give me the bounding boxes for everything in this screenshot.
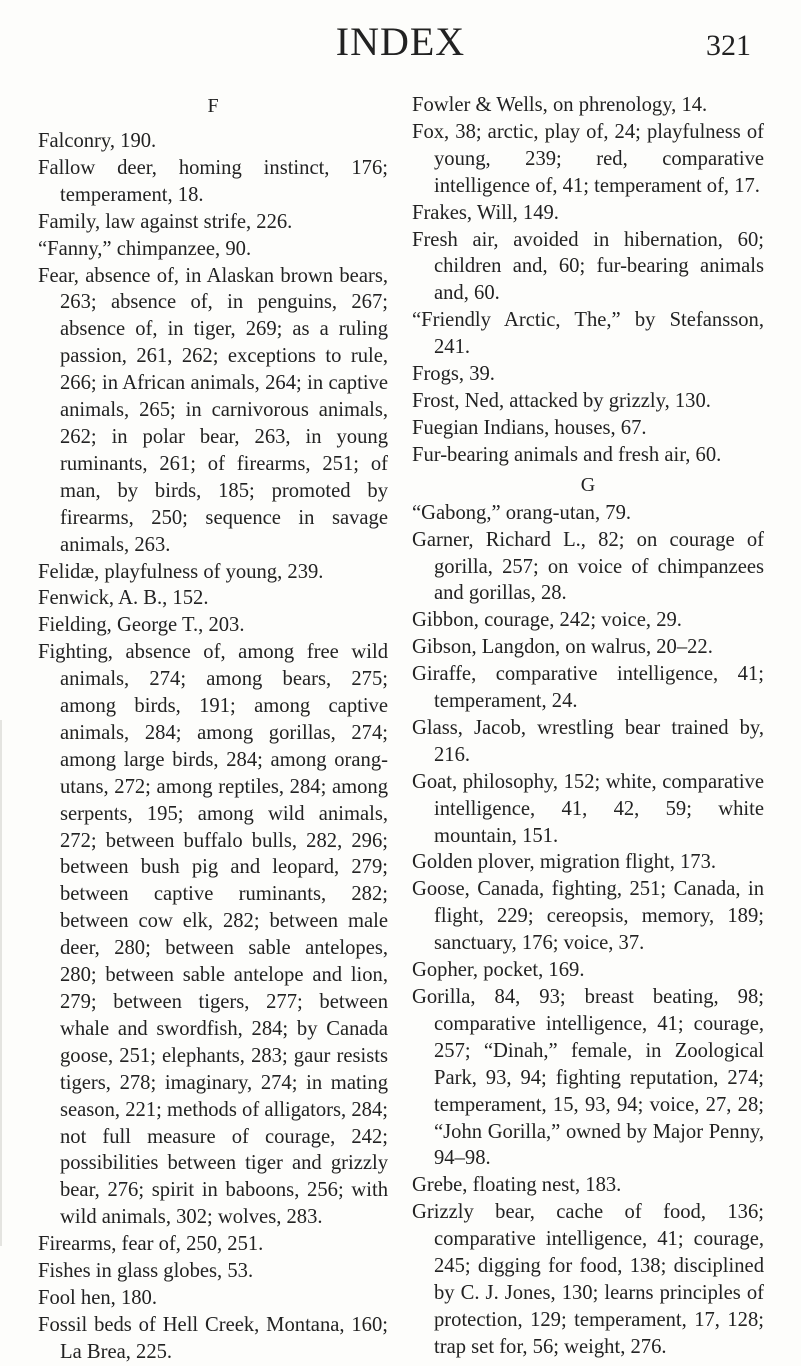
index-entry: Family, law against strife, 226.: [38, 210, 293, 233]
page-header: [0, 18, 801, 68]
page-title: INDEX: [335, 19, 466, 64]
index-entry: Fishes in glass globes, 53.: [38, 1260, 254, 1283]
index-entry: Garner, Richard L., 82; on courage of gorilla, 257; on voice of chimpanzees and gorillas, 28.: [412, 528, 764, 605]
index-entry: Fuegian Indians, houses, 67.: [412, 416, 647, 439]
left-column: [38, 92, 388, 1366]
page-edge-shadow: [0, 720, 2, 1246]
index-entry: Gorilla, 84, 93; breast beating, 98; comparative intelligence, 41; courage, 257; “Dinah,” female, in Zoological Park, 93, 94; fighting reputation, 274; temperament, 15, 93, 94; voice, 27, 28; “John Gorilla,” owned by Major Penny, 94–98.: [412, 986, 764, 1170]
index-entry: Fur-bearing animals and fresh air, 60.: [412, 443, 722, 466]
index-entry: Firearms, fear of, 250, 251.: [38, 1233, 264, 1256]
index-entry: Grizzly bear, cache of food, 136; comparative intelligence, 41; courage, 245; digging for food, 138; disciplined by C. J. Jones, 130; learns principles of protection, 129; temperament, 17, 128; trap set for, 56; weight, 276.: [412, 1201, 764, 1358]
index-entry: Frogs, 39.: [412, 363, 495, 386]
index-entry: Gibson, Langdon, on walrus, 20–22.: [412, 636, 713, 659]
index-entry: Frakes, Will, 149.: [412, 201, 559, 224]
page-number: 321: [706, 29, 751, 62]
right-column: [412, 92, 764, 1361]
index-entry: Fenwick, A. B., 152.: [38, 587, 209, 610]
index-entry: Glass, Jacob, wrestling bear trained by, 216.: [412, 716, 764, 766]
section-letter-f: F: [207, 95, 219, 117]
index-entry: Fielding, George T., 203.: [38, 614, 245, 637]
index-entry: Golden plover, migration flight, 173.: [412, 851, 717, 874]
index-entry: Frost, Ned, attacked by grizzly, 130.: [412, 389, 711, 412]
index-entry: Felidæ, playfulness of young, 239.: [38, 560, 324, 583]
index-entry: “Gabong,” orang-utan, 79.: [412, 501, 632, 524]
index-entry: Fallow deer, homing instinct, 176; temperament, 18.: [38, 156, 388, 206]
index-entry: Goose, Canada, fighting, 251; Canada, in flight, 229; cereopsis, memory, 189; sanctuary, 176; voice, 37.: [412, 878, 764, 955]
index-entry: Giraffe, comparative intelligence, 41; temperament, 24.: [412, 663, 764, 713]
index-entry: Fox, 38; arctic, play of, 24; playfulness of young, 239; red, comparative intelligence of, 41; temperament of, 17.: [412, 120, 764, 197]
index-entry: Goat, philosophy, 152; white, comparative intelligence, 41, 42, 59; white mountain, 151.: [412, 770, 764, 847]
index-entry: Fear, absence of, in Alaskan brown bears, 263; absence of, in penguins, 267; absence of, in tiger, 269; as a ruling passion, 261, 262; exceptions to rule, 266; in African animals, 264; in captive animals, 265; in carnivorous animals, 262; in polar bear, 263, in young ruminants, 261; of firearms, 251; of man, by birds, 185; promoted by firearms, 250; sequence in savage animals, 263.: [38, 264, 388, 556]
section-letter-g: G: [580, 473, 596, 496]
index-entry: Gopher, pocket, 169.: [412, 959, 585, 982]
index-entry: “Fanny,” chimpanzee, 90.: [38, 237, 252, 260]
index-entry: Fighting, absence of, among free wild animals, 274; among bears, 275; among birds, 191; among captive animals, 284; among gorillas, 274; among large birds, 284; among orang-utans, 272; among reptiles, 284; among serpents, 195; among wild animals, 272; between buffalo bulls, 282, 296; between bush pig and leopard, 279; between captive ruminants, 282; between cow elk, 282; between male deer, 280; between sable antelopes, 280; between sable antelope and lion, 279; between tigers, 277; between whale and swordfish, 284; by Canada goose, 251; elephants, 283; gaur resists tigers, 278; imaginary, 274; in mating season, 221; methods of alligators, 284; not full measure of courage, 242; possibilities between tiger and grizzly bear, 276; spirit in baboons, 256; with wild animals, 302; wolves, 283.: [38, 641, 388, 1229]
index-entry: Falconry, 190.: [38, 130, 157, 152]
index-entry: Grebe, floating nest, 183.: [412, 1174, 622, 1197]
index-entry: Fresh air, avoided in hibernation, 60; children and, 60; fur-bearing animals and, 60.: [412, 228, 764, 305]
index-entry: Fool hen, 180.: [38, 1286, 157, 1309]
index-entry: Gibbon, courage, 242; voice, 29.: [412, 609, 682, 632]
index-entry: Fowler & Wells, on phrenology, 14.: [412, 94, 708, 116]
index-entry: “Friendly Arctic, The,” by Stefansson, 241.: [412, 309, 764, 359]
index-entry: Fossil beds of Hell Creek, Montana, 160; La Brea, 225.: [38, 1313, 388, 1363]
